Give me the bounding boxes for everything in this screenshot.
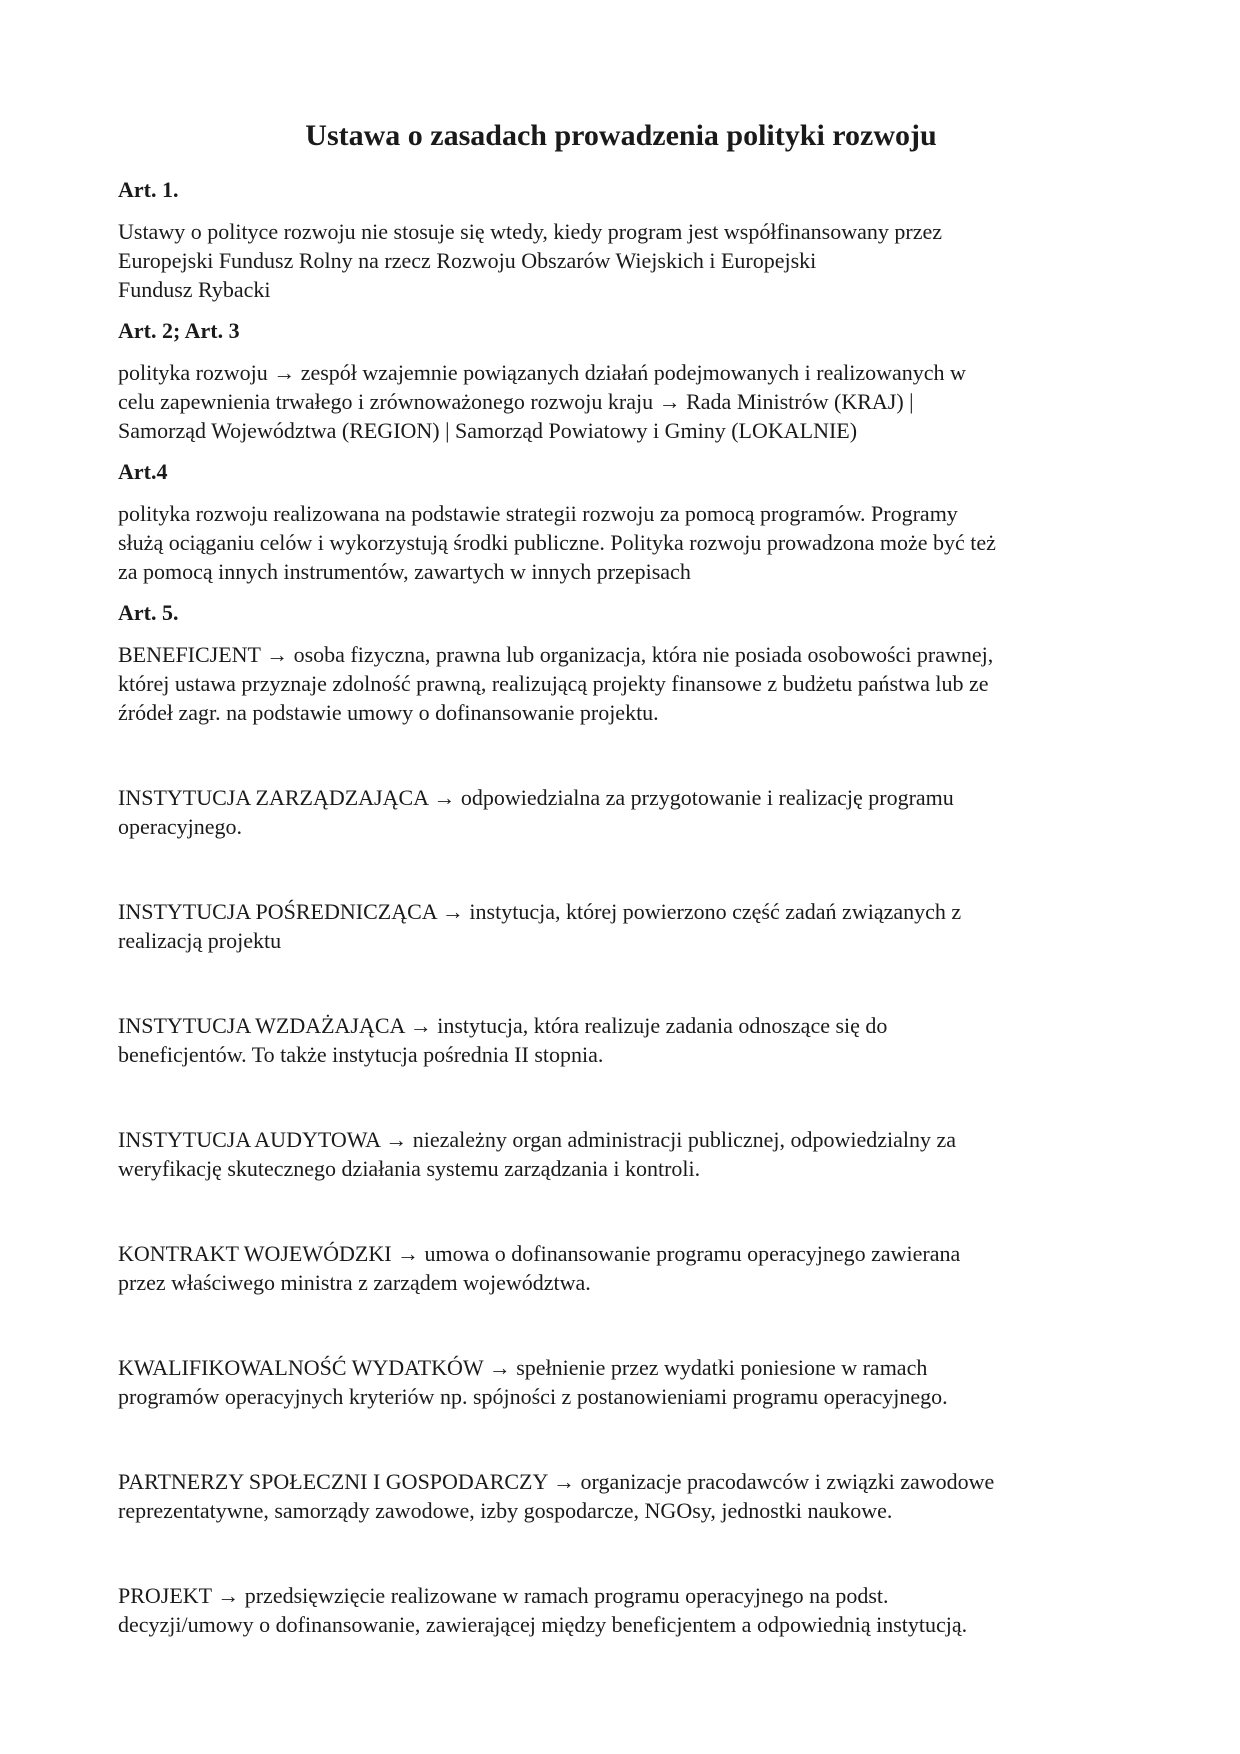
text-line: przez właściwego ministra z zarządem województwa. — [118, 1270, 591, 1295]
text-line: programów operacyjnych kryteriów np. spójności z postanowieniami programu operacyjnego. — [118, 1384, 948, 1409]
text-line: Ustawy o polityce rozwoju nie stosuje się wtedy, kiedy program jest współfinansowany przez — [118, 219, 942, 244]
text-line: której ustawa przyznaje zdolność prawną, realizującą projekty finansowe z budżetu państwa lub ze — [118, 671, 989, 696]
definition-instytucja-audytowa — [118, 1125, 1124, 1183]
definition-partnerzy-spoleczni — [118, 1467, 1124, 1525]
text-line: INSTYTUCJA WZDAŻAJĄCA → instytucja, która realizuje zadania odnoszące się do — [118, 1013, 888, 1038]
definition-beneficjent — [118, 640, 1124, 727]
definition-kontrakt-wojewodzki — [118, 1239, 1124, 1297]
article-5 — [118, 599, 1124, 1639]
definition-instytucja-wdrazajaca — [118, 1011, 1124, 1069]
definition-instytucja-posredniczaca — [118, 897, 1124, 955]
article-heading: Art. 1. — [118, 177, 179, 202]
text-line: służą ociąganiu celów i wykorzystują środki publiczne. Polityka rozwoju prowadzona może być też — [118, 530, 996, 555]
article-heading: Art.4 — [118, 459, 168, 484]
text-line: celu zapewnienia trwałego i zrównoważonego rozwoju kraju → Rada Ministrów (KRAJ) | — [118, 389, 914, 414]
text-line: BENEFICJENT → osoba fizyczna, prawna lub organizacja, która nie posiada osobowości prawnej, — [118, 642, 994, 667]
document-page — [118, 118, 1124, 1695]
article-1 — [118, 176, 1124, 304]
text-line: KONTRAKT WOJEWÓDZKI → umowa o dofinansowanie programu operacyjnego zawierana — [118, 1241, 961, 1266]
text-line: decyzji/umowy o dofinansowanie, zawierającej między beneficjentem a odpowiednią instytucją. — [118, 1612, 968, 1637]
article-text — [118, 217, 1124, 304]
definition-projekt — [118, 1581, 1124, 1639]
document-title: Ustawa o zasadach prowadzenia polityki rozwoju — [305, 119, 937, 152]
text-line: PROJEKT → przedsięwzięcie realizowane w ramach programu operacyjnego na podst. — [118, 1583, 889, 1608]
text-line: weryfikację skutecznego działania systemu zarządzania i kontroli. — [118, 1156, 701, 1181]
text-line: realizacją projektu — [118, 928, 282, 953]
article-2-3 — [118, 317, 1124, 445]
text-line: KWALIFIKOWALNOŚĆ WYDATKÓW → spełnienie przez wydatki poniesione w ramach — [118, 1355, 928, 1380]
text-line: reprezentatywne, samorządy zawodowe, izby gospodarcze, NGOsy, jednostki naukowe. — [118, 1498, 893, 1523]
text-line: INSTYTUCJA AUDYTOWA → niezależny organ administracji publicznej, odpowiedzialny za — [118, 1127, 957, 1152]
text-line: operacyjnego. — [118, 814, 242, 839]
text-line: beneficjentów. To także instytucja pośrednia II stopnia. — [118, 1042, 604, 1067]
text-line: Samorząd Województwa (REGION) | Samorząd Powiatowy i Gminy (LOKALNIE) — [118, 418, 858, 443]
text-line: polityka rozwoju → zespół wzajemnie powiązanych działań podejmowanych i realizowanych w — [118, 360, 966, 385]
text-line: INSTYTUCJA ZARZĄDZAJĄCA → odpowiedzialna za przygotowanie i realizację programu — [118, 785, 954, 810]
text-line: Europejski Fundusz Rolny na rzecz Rozwoju Obszarów Wiejskich i Europejski — [118, 248, 817, 273]
article-4 — [118, 458, 1124, 586]
article-heading: Art. 5. — [118, 600, 179, 625]
text-line: PARTNERZY SPOŁECZNI I GOSPODARCZY → organizacje pracodawców i związki zawodowe — [118, 1469, 995, 1494]
article-text — [118, 499, 1124, 586]
text-line: Fundusz Rybacki — [118, 277, 271, 302]
article-heading: Art. 2; Art. 3 — [118, 318, 240, 343]
text-line: polityka rozwoju realizowana na podstawie strategii rozwoju za pomocą programów. Programy — [118, 501, 958, 526]
text-line: INSTYTUCJA POŚREDNICZĄCA → instytucja, której powierzono część zadań związanych z — [118, 899, 962, 924]
definition-kwalifikowalnosc-wydatkow — [118, 1353, 1124, 1411]
definition-instytucja-zarzadzajaca — [118, 783, 1124, 841]
text-line: za pomocą innych instrumentów, zawartych w innych przepisach — [118, 559, 691, 584]
text-line: źródeł zagr. na podstawie umowy o dofinansowanie projektu. — [118, 700, 659, 725]
article-text — [118, 358, 1124, 445]
